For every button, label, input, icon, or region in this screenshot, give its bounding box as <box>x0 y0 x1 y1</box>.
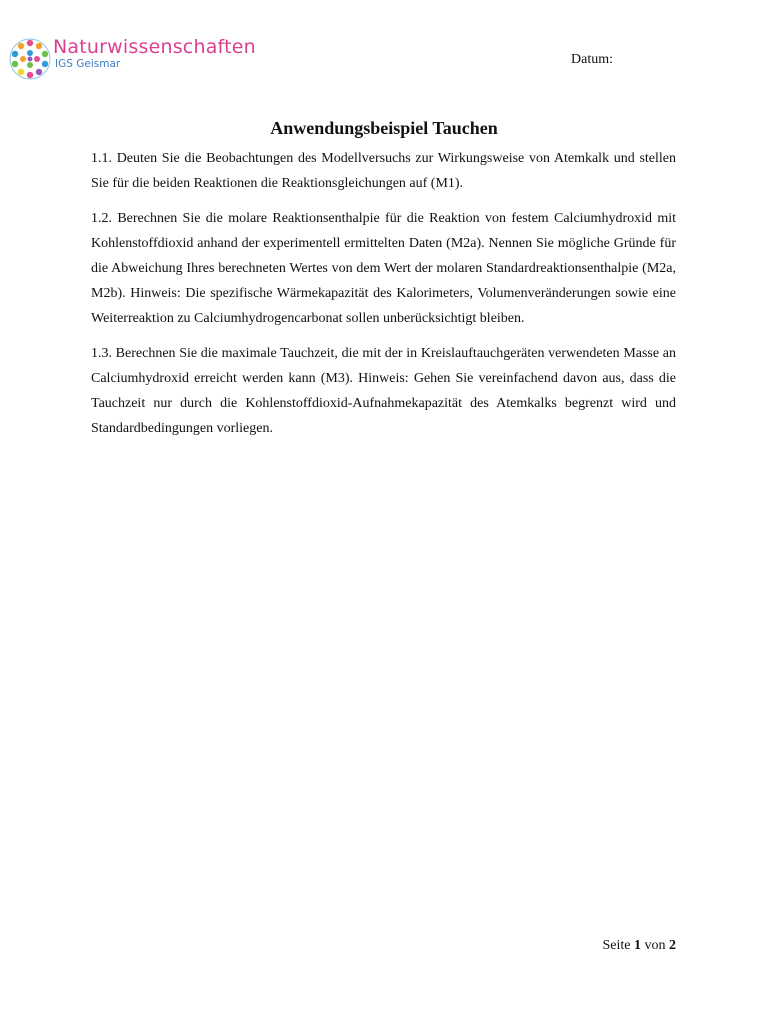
current-page: 1 <box>634 938 641 953</box>
of-word: von <box>644 938 666 953</box>
task-1-1: 1.1. Deuten Sie die Beobachtungen des Modellversuchs zur Wirkungsweise von Atemkalk und stellen Sie für die beiden Reaktionen die Reaktionsgleichungen auf (M1). <box>91 151 676 191</box>
task-list <box>91 146 676 451</box>
colorful-people-globe-icon <box>8 37 52 81</box>
task-1-2: 1.2. Berechnen Sie die molare Reaktionsenthalpie für die Reaktion von festem Calciumhydroxid mit Kohlenstoffdioxid anhand der experimentell ermittelten Daten (M2a). Nennen Sie mögliche Gründe für die Abweichung Ihres berechneten Wertes von dem Wert der molaren Standardreaktionsenthalpie (M2a, M2b). Hinweis: Die spezifische Wärmekapazität des Kalorimeters, Volumenveränderungen sowie eine Weiterreaktion zu Calciumhydrogencarbonat sollen unberücksichtigt bleiben. <box>91 211 676 326</box>
datum-label: Datum: <box>571 52 613 67</box>
brand-name: Naturwissenschaften <box>53 36 256 58</box>
brand-subtitle: IGS Geismar <box>55 58 121 70</box>
page-word: Seite <box>602 938 631 953</box>
task-1-3: 1.3. Berechnen Sie die maximale Tauchzeit, die mit der in Kreislauftauchgeräten verwendeten Masse an Calciumhydroxid erreicht werden kann (M3). Hinweis: Gehen Sie vereinfachend davon aus, dass die Tauchzeit nur durch die Kohlenstoffdioxid-Aufnahmekapazität des Atemkalks begrenzt wird und Standardbedingungen vorliegen. <box>91 346 676 436</box>
page-header <box>0 0 768 100</box>
total-pages: 2 <box>669 938 676 953</box>
page-number <box>603 938 677 954</box>
page-title: Anwendungsbeispiel Tauchen <box>270 118 498 138</box>
